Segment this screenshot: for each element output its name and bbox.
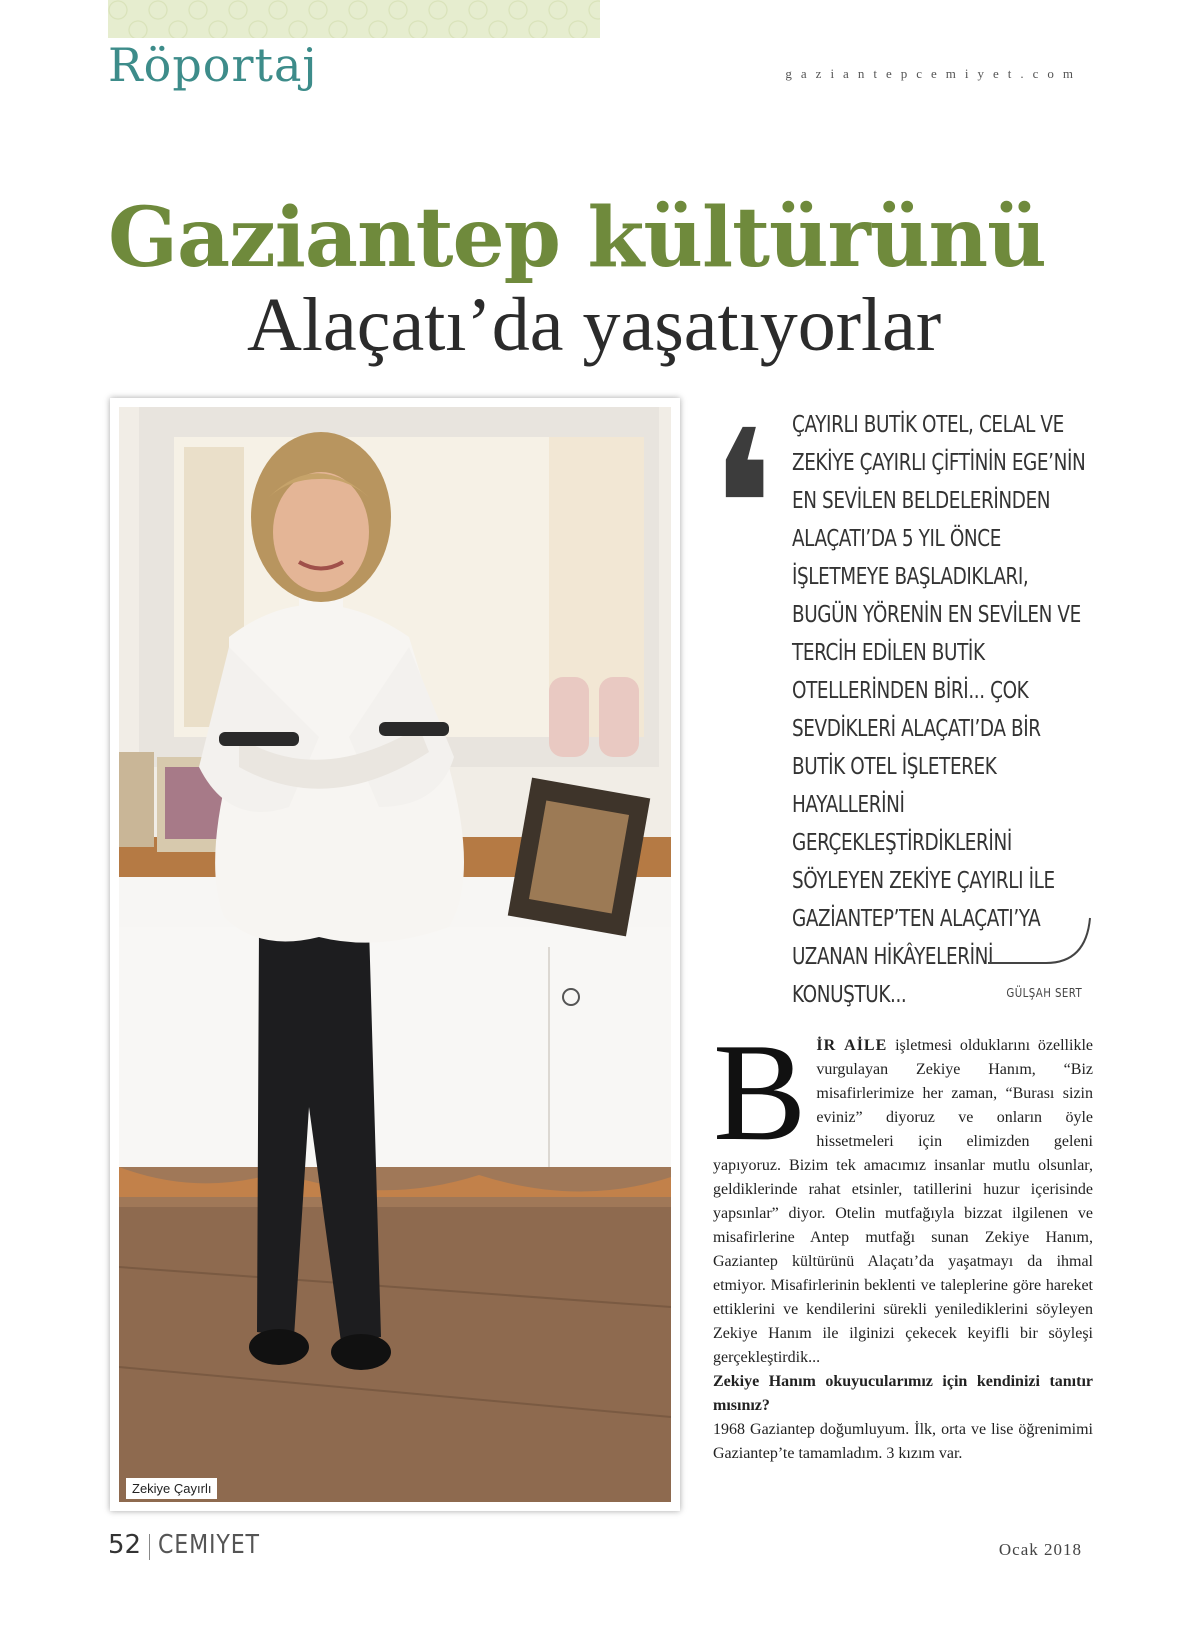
article-body bbox=[713, 1015, 1093, 1466]
section-label: Röportaj bbox=[108, 38, 318, 92]
lead-in: İR AİLE bbox=[816, 1037, 888, 1054]
magazine-name: CEMIYET bbox=[158, 1530, 260, 1560]
author-name: GÜLŞAH SERT bbox=[1006, 986, 1082, 1000]
interview-question: Zekiye Hanım okuyucularımız için kendinizi tanıtır mısınız? bbox=[713, 1373, 1093, 1414]
intro-paragraph bbox=[713, 1015, 1093, 1370]
headline-line-1: Gaziantep kültürünü bbox=[108, 190, 1046, 286]
quote-curve-icon bbox=[986, 916, 1096, 966]
portrait-photo-frame bbox=[110, 398, 680, 1511]
interview-answer: 1968 Gaziantep doğumluyum. İlk, orta ve lise öğrenimimi Gaziantep’te tamamladım. 3 kızım var. bbox=[713, 1421, 1093, 1462]
issue-date: Ocak 2018 bbox=[998, 1540, 1082, 1559]
photo-caption: Zekiye Çayırlı bbox=[126, 1478, 217, 1499]
header-pattern bbox=[108, 0, 600, 38]
footer-divider bbox=[149, 1534, 150, 1560]
page-number: 52 bbox=[108, 1530, 142, 1560]
lead-paragraph: ÇAYIRLI BUTİK OTEL, CELAL VE ZEKİYE ÇAYIRLI ÇİFTİNİN EGE’NİN EN SEVİLEN BELDELERİNDEN ALAÇATI’DA 5 YIL ÖNCE İŞLETMEYE BAŞLADIKLARI, BUGÜN YÖRENİN EN SEVİLEN VE TERCİH EDİLEN BUTİK OTELLERİNDEN BİRİ... ÇOK SEVDİKLERİ ALAÇATI’DA BİR BUTİK OTEL İŞLETEREK HAYALLERİNİ GERÇEKLEŞTİRDİKLERİNİ SÖYLEYEN ZEKİYE ÇAYIRLI İLE GAZİANTEP’TEN ALAÇATI’YA UZANAN HİKÂYELERİNİ KONUŞTUK... bbox=[792, 412, 1086, 1008]
site-url: gaziantepcemiyet.com bbox=[785, 66, 1082, 81]
portrait-photo bbox=[119, 407, 671, 1502]
drop-cap: B bbox=[713, 1015, 807, 1170]
intro-text: işletmesi olduklarını özellikle vurgulayan Zekiye Hanım, “Biz misafirlerimize her zaman, “Burası sizin eviniz” diyoruz ve onların öyle hissetmeleri için elimizden geleni yapıyoruz. Bizim tek amacımız insanlar mutlu olsunlar, geldiklerinde rahat etsinler, tatillerini huzur içerisinde yapsınlar” diyor. Otelin mutfağıyla bizzat ilgilenen ve misafirlerine Antep mutfağı sunan Zekiye Hanım, Gaziantep kültürünü Alaçatı’da yaşatmayı da ihmal etmiyor. Misafirlerinin beklenti ve taleplerine göre hareket ettiklerini ve kendilerini sürekli yenilediklerini söyleyen Zekiye Hanım ile ilginizi çekecek keyifli bir söyleşi gerçekleştirdik... bbox=[713, 1037, 1093, 1366]
headline-line-2: Alaçatı’da yaşatıyorlar bbox=[247, 283, 942, 367]
quote-mark-icon: ❛ bbox=[708, 385, 776, 630]
